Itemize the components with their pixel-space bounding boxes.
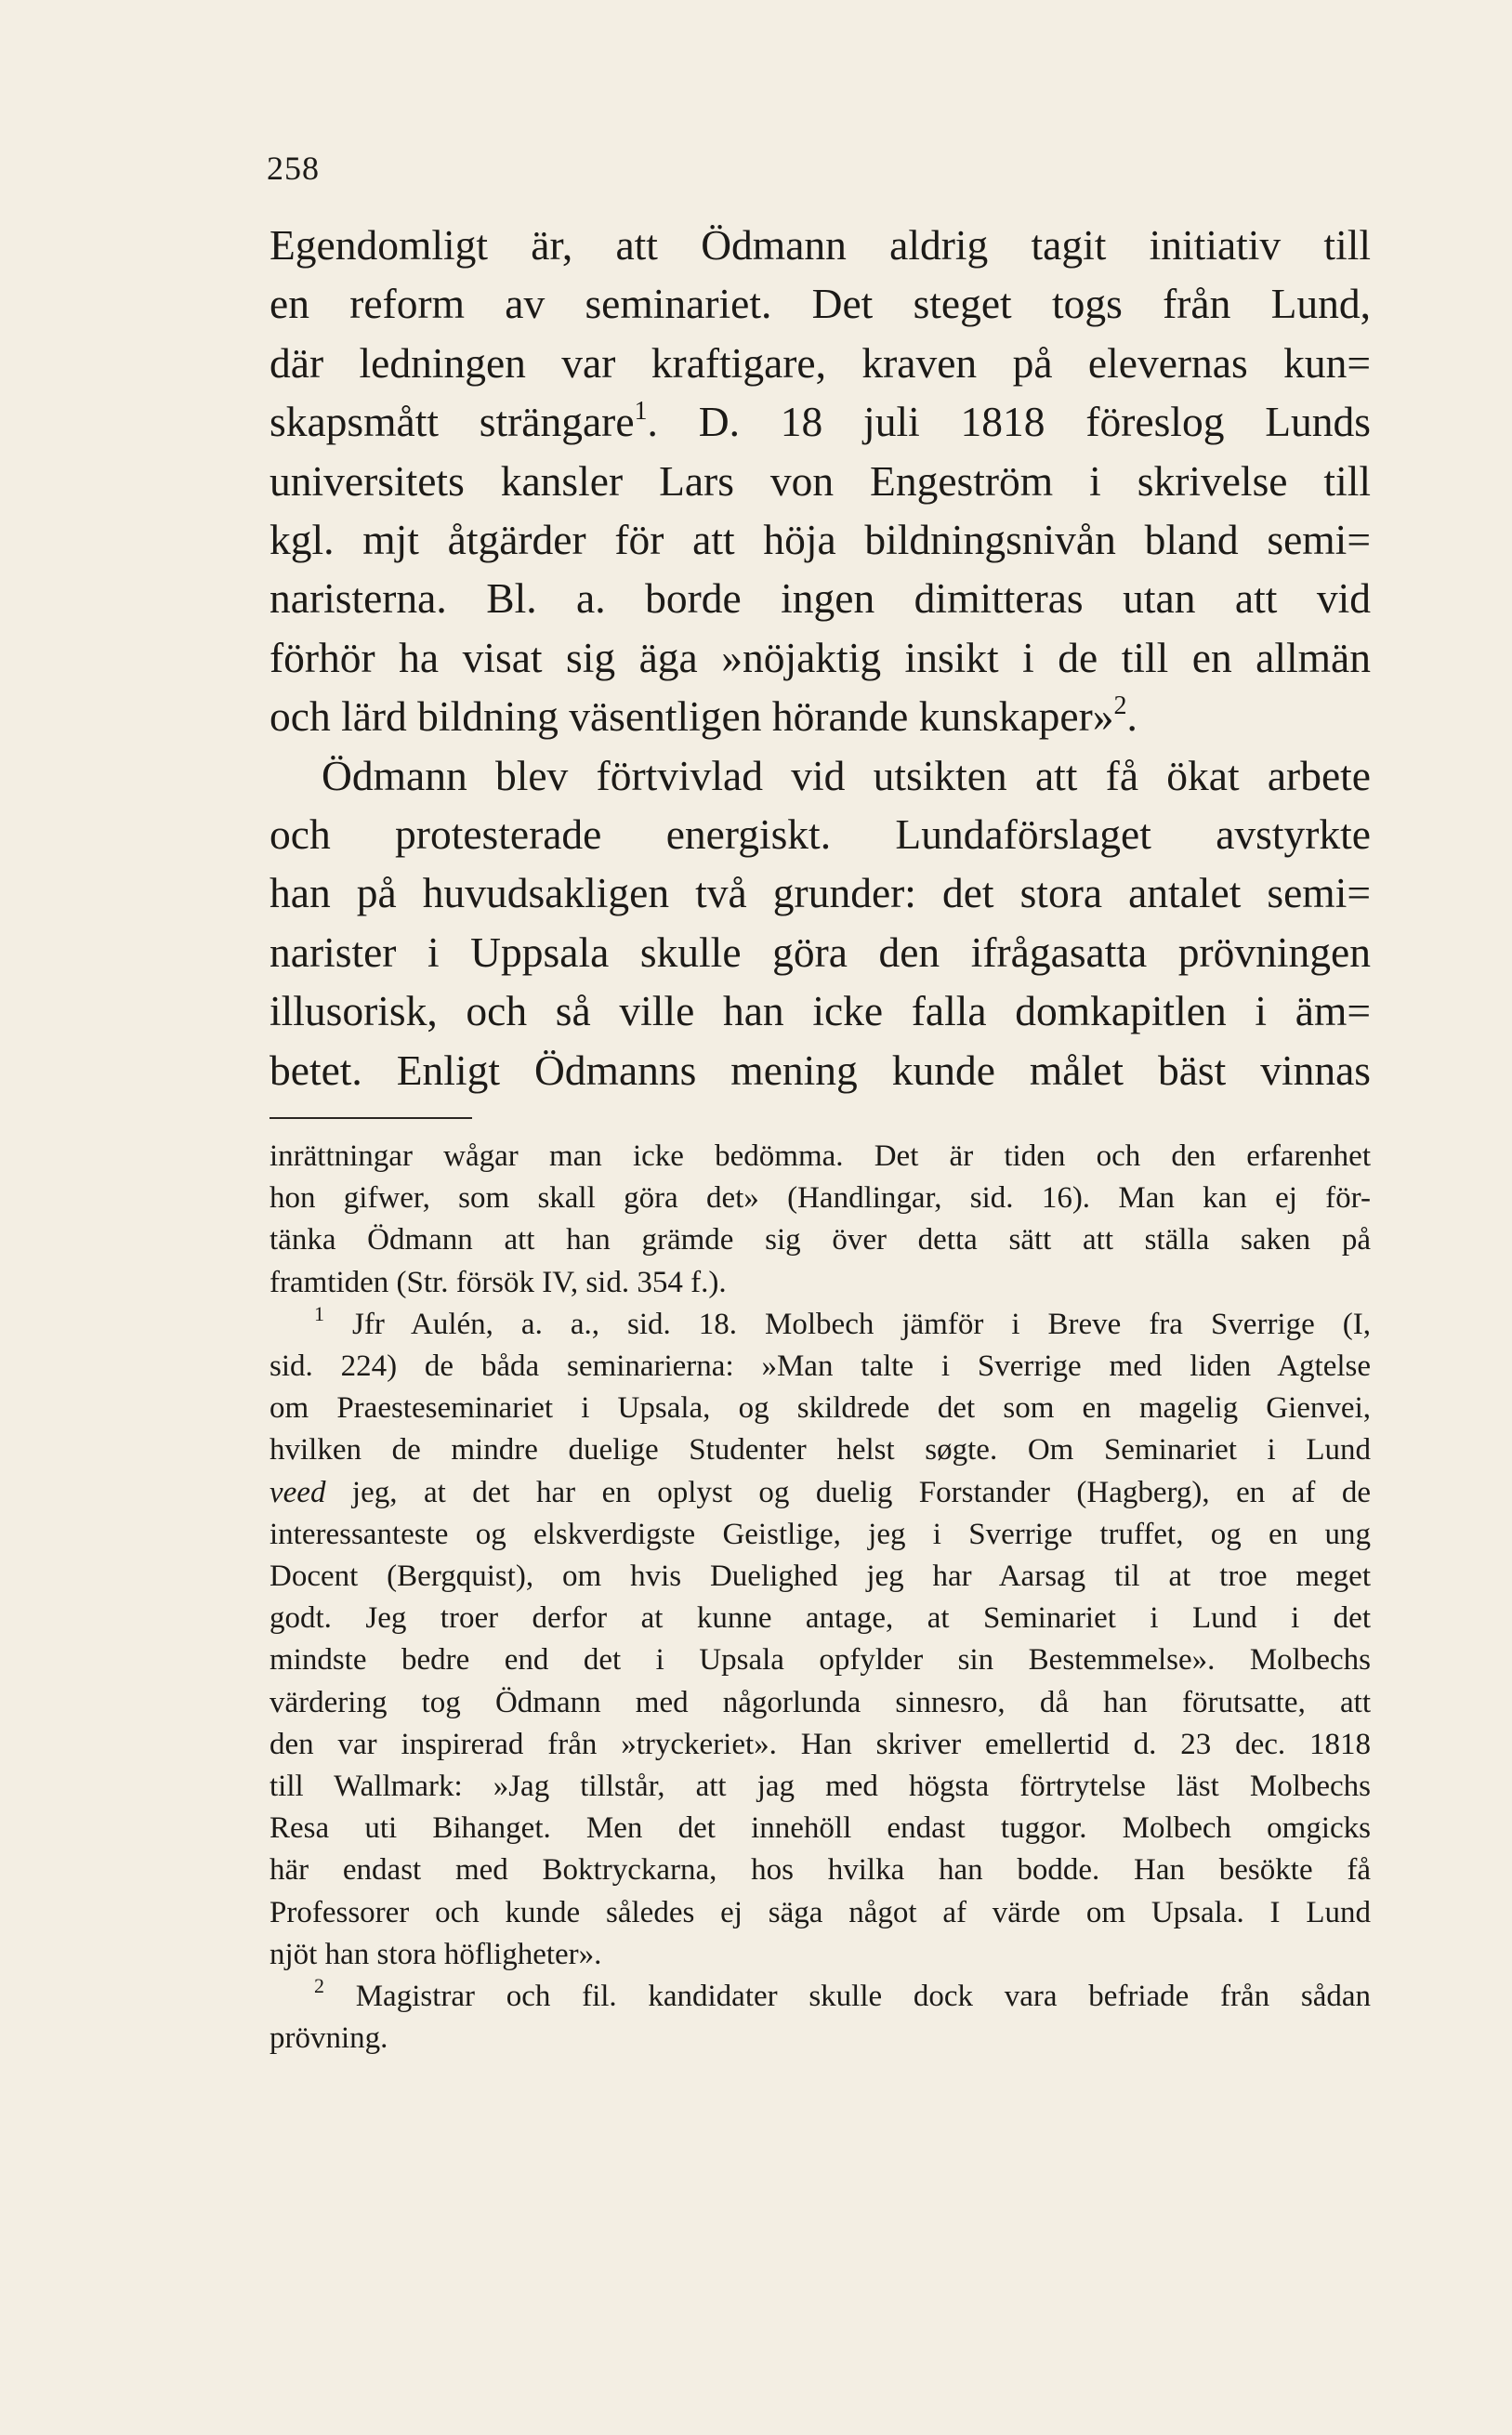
footnote-line: om Praesteseminariet i Upsala, og skildrede det som en magelig Gienvei,	[270, 1391, 1371, 1426]
footnote-number: 2	[314, 1974, 324, 1998]
text-line: naristerna. Bl. a. borde ingen dimitteras utan att vid	[270, 574, 1371, 623]
footnote-marker: 2	[1113, 691, 1127, 721]
footnote-line: Professorer och kunde således ej säga något af värde om Upsala. I Lund	[270, 1895, 1371, 1929]
footnote-line: hvilken de mindre duelige Studenter helst søgte. Om Seminariet i Lund	[270, 1433, 1371, 1468]
text-line: narister i Uppsala skulle göra den ifrågasatta prövningen	[270, 928, 1371, 976]
text-fragment: Magistrar och fil. kandidater skulle dock vara befriade från sådan	[324, 1980, 1371, 2014]
italic-word: veed	[270, 1475, 326, 1509]
text-fragment: skapsmått strängare	[270, 398, 635, 446]
text-fragment: .	[1126, 692, 1137, 741]
text-line: Ödmann blev förtvivlad vid utsikten att få ökat arbete	[322, 751, 1371, 799]
text-line: Egendomligt är, att Ödmann aldrig tagit initiativ till	[270, 221, 1371, 269]
footnote-line: hon gifwer, som skall göra det» (Handlingar, sid. 16). Man kan ej för-	[270, 1181, 1371, 1216]
text-line	[270, 392, 1371, 451]
footnote-line: godt. Jeg troer derfor at kunne antage, at Seminariet i Lund i det	[270, 1601, 1371, 1636]
footnote-line: mindste bedre end det i Upsala opfylder sin Bestemmelse». Molbechs	[270, 1643, 1371, 1678]
text-line	[270, 687, 1371, 745]
footnote-line: framtiden (Str. försök IV, sid. 354 f.).	[270, 1265, 727, 1299]
text-fragment: . D. 18 juli 1818 föreslog Lunds	[647, 398, 1371, 446]
footnote-line: interessanteste og elskverdigste Geistlige, jeg i Sverrige truffet, og en ung	[270, 1517, 1371, 1551]
footnote-line: Docent (Bergquist), om hvis Duelighed jeg har Aarsag til at troe meget	[270, 1560, 1371, 1594]
footnote-line: inrättningar wågar man icke bedömma. Det är tiden och den erfarenhet	[270, 1139, 1371, 1173]
text-fragment: Jfr Aulén, a. a., sid. 18. Molbech jämför i Breve fra Sverrige (I,	[324, 1307, 1371, 1341]
text-line: illusorisk, och så ville han icke falla domkapitlen i äm=	[270, 987, 1371, 1035]
footnote-line: här endast med Boktryckarna, hos hvilka han bodde. Han besökte få	[270, 1853, 1371, 1888]
footnote-line	[270, 1472, 1371, 1514]
footnote-divider	[270, 1117, 472, 1119]
text-line: och protesterade energiskt. Lundaförslaget avstyrkte	[270, 810, 1371, 859]
footnote-line: tänka Ödmann att han grämde sig över detta sätt att ställa saken på	[270, 1223, 1371, 1257]
footnote-line: till Wallmark: »Jag tillstår, att jag med högsta förtrytelse läst Molbechs	[270, 1770, 1371, 1804]
text-line: där ledningen var kraftigare, kraven på elevernas kun=	[270, 338, 1371, 387]
footnote-line	[270, 1976, 1371, 2018]
footnote-marker: 1	[634, 397, 648, 427]
text-fragment: och lärd bildning väsentligen hörande kunskaper»	[270, 692, 1114, 741]
text-line: han på huvudsakligen två grunder: det stora antalet semi=	[270, 869, 1371, 917]
text-line: betet. Enligt Ödmanns mening kunde målet bäst vinnas	[270, 1046, 1371, 1094]
footnote-line: prövning.	[270, 2021, 388, 2056]
footnote-line: Resa uti Bihanget. Men det innehöll endast tuggor. Molbech omgicks	[270, 1811, 1371, 1846]
main-text	[270, 216, 1371, 1099]
text-line: en reform av seminariet. Det steget togs från Lund,	[270, 280, 1371, 328]
text-fragment: jeg, at det har en oplyst og duelig Forstander (Hagberg), en af de	[325, 1475, 1371, 1509]
footnote-line	[270, 1301, 1371, 1346]
footnote-line: sid. 224) de båda seminarierna: »Man talte i Sverrige med liden Agtelse	[270, 1349, 1371, 1384]
page-number: 258	[267, 150, 320, 187]
footnote-line: den var inspirerad från »tryckeriet». Han skriver emellertid d. 23 dec. 1818	[270, 1727, 1371, 1761]
footnote-line: värdering tog Ödmann med någorlunda sinnesro, då han förutsatte, att	[270, 1685, 1371, 1719]
text-line: universitets kansler Lars von Engeström i skrivelse till	[270, 456, 1371, 505]
footnote-line: njöt han stora höfligheter».	[270, 1937, 602, 1971]
text-line: kgl. mjt åtgärder för att höja bildningsnivån bland semi=	[270, 516, 1371, 564]
footnotes	[270, 1136, 1371, 2060]
footnote-number: 1	[314, 1301, 324, 1325]
text-line: förhör ha visat sig äga »nöjaktig insikt i de till en allmän	[270, 633, 1371, 681]
